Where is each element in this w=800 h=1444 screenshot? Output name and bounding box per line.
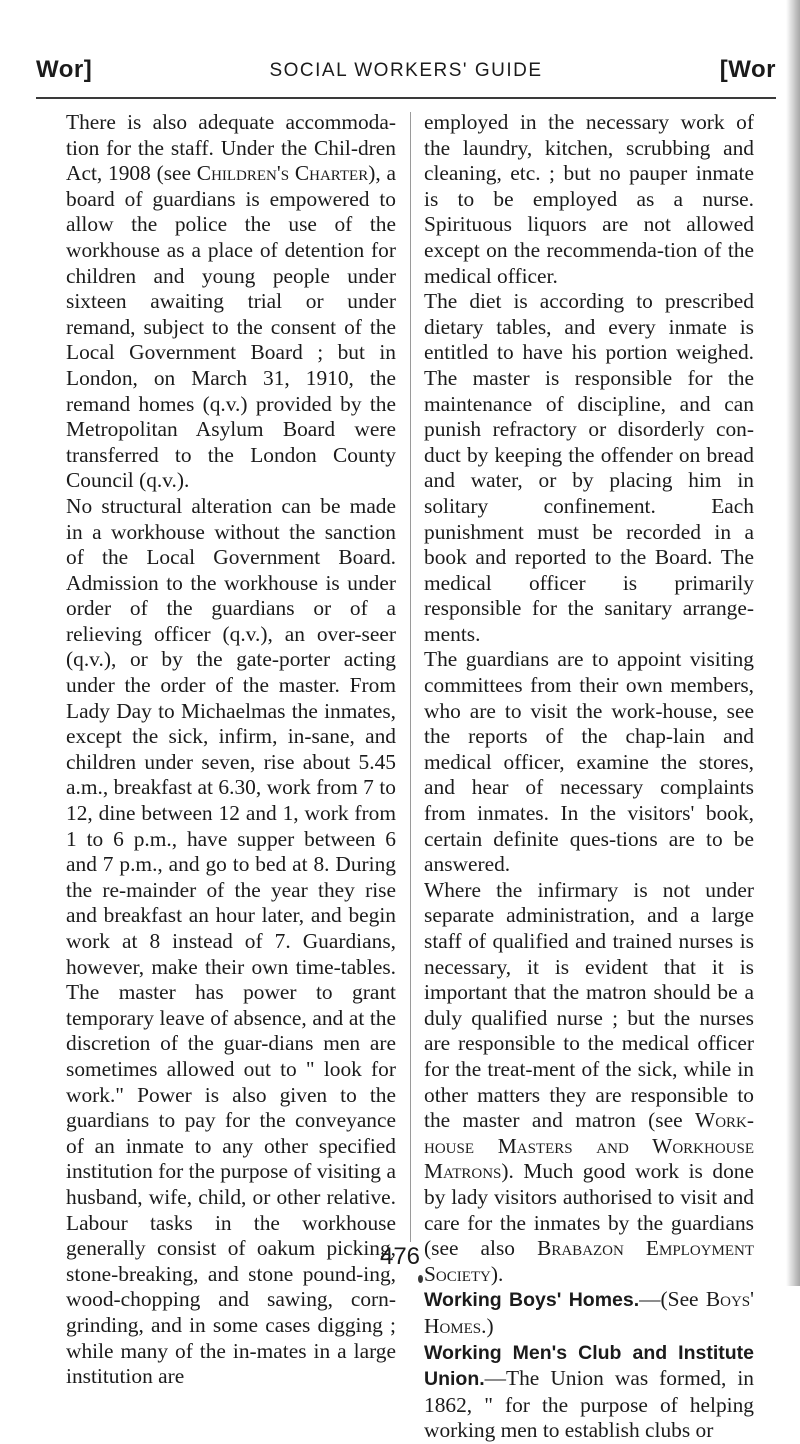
paragraph: The guardians are to appoint visiting committees from their own members, who are to visit the work-house, see the reports of the chap-lain and medical officer, examine the stores, and hear of necessary complaints from inmates. In the visitors' book, certain definite ques-tions are to be answered. [424,647,754,877]
paragraph-text: ), a board of guardians is empowered to allow the police the use of the workhouse as a place of detention for children and young people under sixteen awaiting trial or under remand, subject to the consent of the Local Government Board ; but in London, on March 31, 1910, the remand homes (q.v.) provided by the Metropolitan Asylum Board were transferred to the London County Council (q.v.). [66,161,396,493]
entry-text: .) [481,1313,494,1338]
paragraph: The diet is according to prescribed dietary tables, and every inmate is entitled to have his portion weighed. The master is responsible for the maintenance of discipline, and can punish refractory or disorderly con-duct by keeping the offender on bread and water, or by placing him in solitary confinement. Each punishment must be recorded in a book and reported to the Board. The medical officer is primarily responsible for the sanitary arrange-ments. [424,289,754,646]
header-guide-word-right: [Wor [719,56,776,83]
cross-reference: Children's Charter [196,161,369,186]
paragraph: employed in the necessary work of the laundry, kitchen, scrubbing and cleaning, etc. ; but no pauper inmate is to be employed as a nurse. Spirituous liquors are not allowed except on the recommenda-tion of the medical officer. [424,110,754,288]
cross-reference: Work-house Masters and Workhouse Matrons [424,1108,754,1184]
header-guide-word-left: Wor] [36,56,93,83]
cross-reference: Brabazon Employment Society [424,1236,755,1286]
left-column [66,110,396,1390]
dictionary-entry [424,1340,754,1444]
dictionary-entry [424,1287,754,1339]
header-rule [36,97,776,99]
entry-text: —(See [639,1287,706,1312]
column-divider [410,112,411,1242]
paragraph: No structural alteration can be made in a workhouse without the sanction of the Local Government Board. Admission to the workhouse is under order of the guardians or of a relieving officer (q.v.), an over-seer (q.v.), or by the gate-porter acting under the order of the master. From Lady Day to Michaelmas the inmates, except the sick, infirm, in-sane, and children under seven, rise about 5.45 a.m., breakfast at 6.30, work from 7 to 12, dine between 12 and 1, work from 1 to 6 p.m., have supper between 6 and 7 p.m., and go to bed at 8. During the re-mainder of the year they rise and breakfast an hour later, and begin work at 8 instead of 7. Guardians, however, make their own time-tables. The master has power to grant temporary leave of absence, and at the discretion of the guar-dians men are sometimes allowed out to " look for work." Power is also given to the guardians to pay for the conveyance of an inmate to any other specified institution for the purpose of visiting a husband, wife, child, or other relative. Labour tasks in the workhouse generally consist of oakum picking, stone-breaking, and stone pound-ing, wood-chopping and sawing, corn-grinding, and in some cases digging ; while many of the in-mates in a large institution are [66,493,396,1389]
entry-heading: Working Boys' Homes. [424,1289,640,1312]
paragraph [424,878,754,1288]
page-number: 476 [379,1243,421,1270]
header-title: SOCIAL WORKERS' GUIDE [269,60,543,81]
paragraph-text: There is also adequate accommoda-tion for the staff. Under the Chil-dren Act, 1908 (see [66,110,396,186]
entry-heading: Working Men's Club and Institute Union. [424,1341,754,1391]
page-edge-shadow [786,0,800,1286]
paragraph [66,110,396,494]
paragraph-text: ). Much good work is done by lady visitors authorised to visit and care for the inmates by the guardians (see also [424,1159,754,1261]
entry-text: —The Union was formed, in 1862, " for the purpose of helping working men to establish clubs or [424,1366,754,1443]
cross-reference: Boys' Homes [424,1287,755,1338]
print-speck [418,1275,423,1283]
running-header [36,56,776,86]
paragraph-text: Where the infirmary is not under separate administration, and a large staff of qualified and trained nurses is necessary, it is evident that it is important that the matron should be a duly qualified nurse ; but the nurses are responsible to the medical officer for the treat-ment of the sick, while in other matters they are responsible to the master and matron (see [424,877,754,1133]
paragraph-text: ). [490,1261,504,1286]
